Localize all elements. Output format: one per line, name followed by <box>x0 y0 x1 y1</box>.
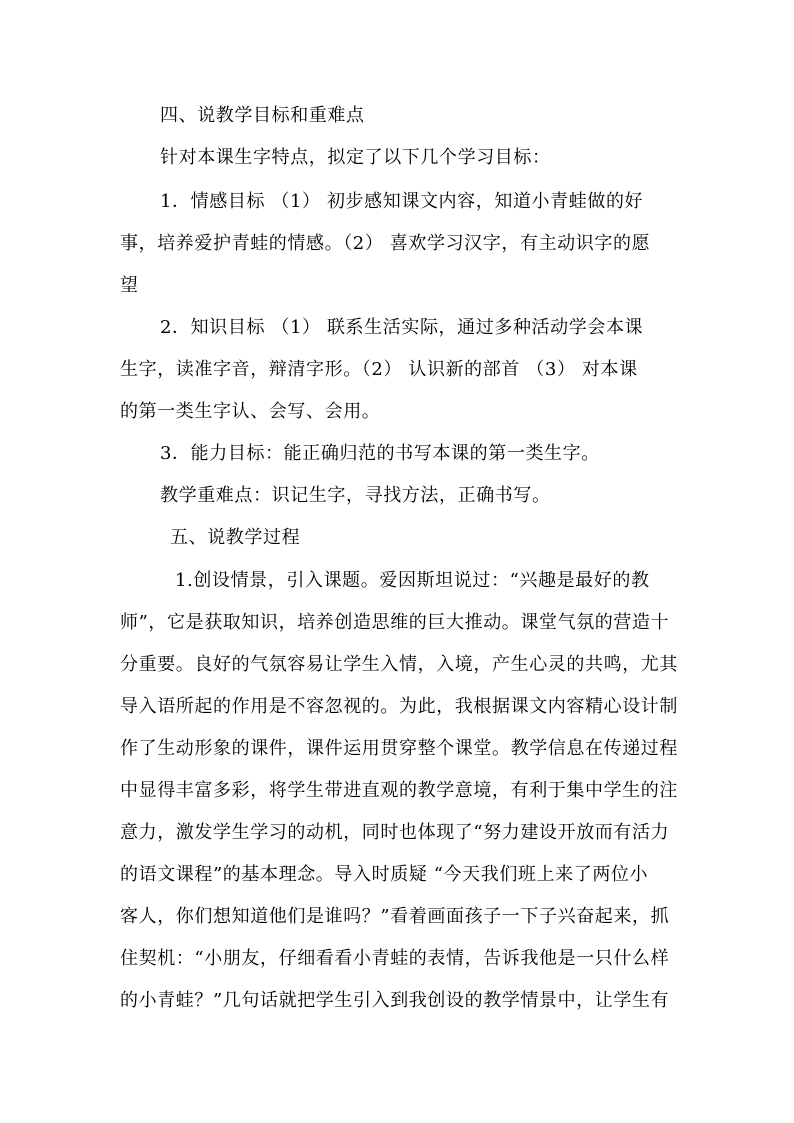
paragraph-line: 作了生动形象的课件，课件运用贯穿整个课堂。教学信息在传递过程 <box>120 738 678 759</box>
paragraph-line: 的小青蛙？”几句话就把学生引入到我创设的教学情景中，让学生有 <box>120 990 670 1011</box>
paragraph-line: 导入语所起的作用是不容忽视的。为此，我根据课文内容精心设计制 <box>120 696 678 717</box>
goal-2-line-2: 生字，读准字音，辩清字形。（2） 认识新的部首 （3） 对本课 <box>120 359 638 380</box>
section-4-intro: 针对本课生字特点，拟定了以下几个学习目标： <box>160 147 551 168</box>
paragraph-line: 客人，你们想知道他们是谁吗？”看着画面孩子一下子兴奋起来，抓 <box>120 906 670 927</box>
goal-1-line-1: 1．情感目标 （1） 初步感知课文内容，知道小青蛙做的好 <box>160 191 644 212</box>
paragraph-line: 中显得丰富多彩，将学生带进直观的教学意境，有利于集中学生的注 <box>120 780 678 801</box>
section-4-heading: 四、说教学目标和重难点 <box>160 105 365 126</box>
goal-1-line-3: 望 <box>120 275 139 296</box>
goal-2-line-1: 2．知识目标 （1） 联系生活实际，通过多种活动学会本课 <box>160 317 644 338</box>
paragraph-line: 师”，它是获取知识，培养创造思维的巨大推动。课堂气氛的营造十 <box>120 612 670 633</box>
paragraph-line: 住契机：“小朋友，仔细看看小青蛙的表情，告诉我他是一只什么样 <box>120 948 670 969</box>
key-points: 教学重难点：识记生字，寻找方法，正确书写。 <box>160 485 551 506</box>
paragraph-line: 1.创设情景，引入课题。爱因斯坦说过：“兴趣是最好的教 <box>175 570 650 591</box>
paragraph-line: 分重要。良好的气氛容易让学生入情，入境，产生心灵的共鸣，尤其 <box>120 654 678 675</box>
goal-1-line-2: 事，培养爱护青蛙的情感。（2） 喜欢学习汉字，有主动识字的愿 <box>120 233 651 254</box>
paragraph-line: 意力，激发学生学习的动机，同时也体现了“努力建设开放而有活力 <box>120 822 670 843</box>
goal-2-line-3: 的第一类生字认、会写、会用。 <box>120 401 381 422</box>
paragraph-line: 的语文课程”的基本理念。导入时质疑 “今天我们班上来了两位小 <box>120 864 649 885</box>
goal-3: 3．能力目标：能正确归范的书写本课的第一类生字。 <box>160 443 600 464</box>
section-5-heading: 五、说教学过程 <box>170 527 301 548</box>
